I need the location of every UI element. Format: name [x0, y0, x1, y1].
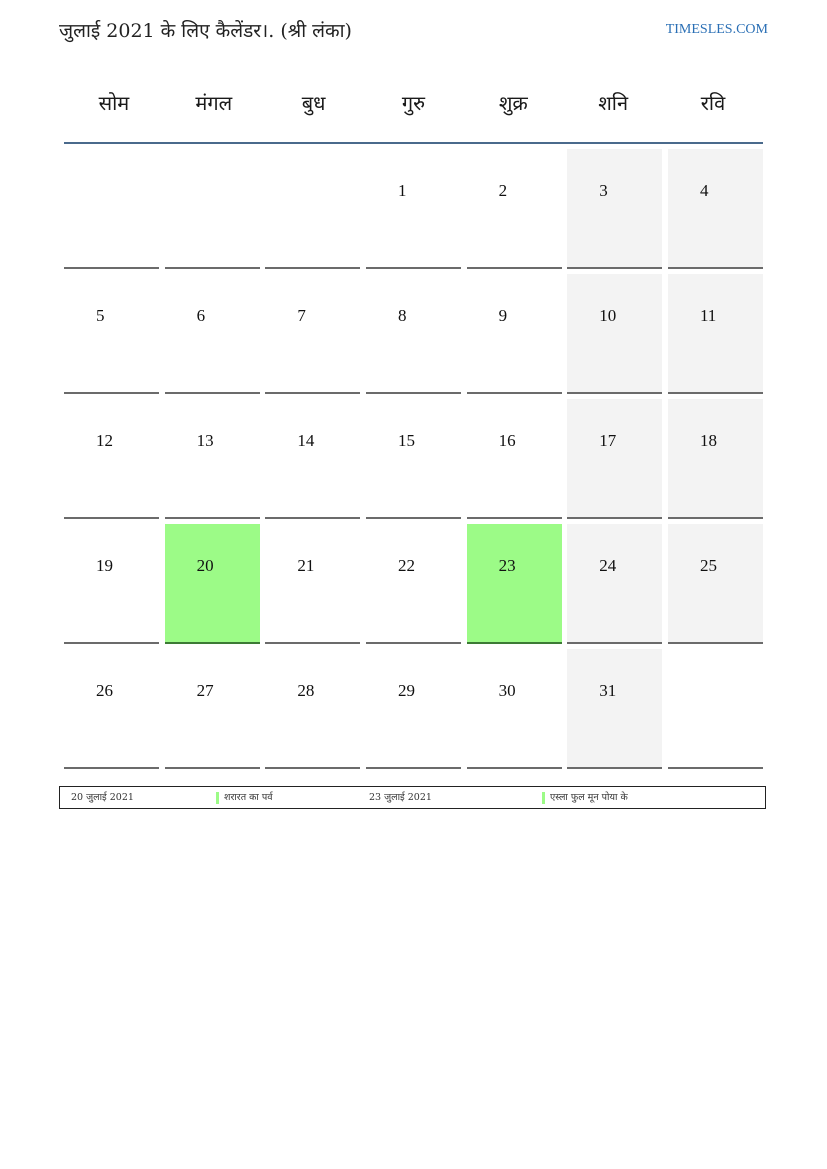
calendar-grid — [64, 64, 763, 769]
day-number: 22 — [397, 556, 415, 575]
weekday-sat: शनि — [598, 91, 629, 115]
weekday-thu: गुरु — [401, 91, 426, 115]
day-number: 12 — [96, 431, 113, 450]
day-number: 30 — [498, 681, 516, 700]
day-cell — [668, 649, 763, 769]
day-cell — [366, 274, 461, 394]
day-cell — [366, 399, 461, 519]
day-number: 3 — [599, 181, 608, 200]
day-number: 13 — [196, 431, 214, 450]
day-number: 14 — [297, 431, 315, 450]
day-cell — [567, 274, 662, 394]
day-cell — [64, 649, 159, 769]
day-cell — [668, 399, 763, 519]
day-cell — [265, 649, 360, 769]
day-cell — [467, 524, 562, 644]
weekday-header-row — [64, 64, 763, 144]
day-cell — [265, 274, 360, 394]
day-number: 23 — [498, 556, 516, 575]
day-cell — [567, 149, 662, 269]
day-number: 5 — [96, 306, 105, 325]
week-row — [64, 274, 763, 394]
weekday-mon: सोम — [98, 91, 130, 115]
week-row — [64, 649, 763, 769]
day-number: 9 — [498, 306, 508, 325]
day-cell — [265, 149, 360, 269]
day-cell — [567, 524, 662, 644]
week-row — [64, 149, 763, 269]
day-number: 18 — [699, 431, 717, 450]
week-row — [64, 399, 763, 519]
day-cell — [64, 524, 159, 644]
day-cell — [64, 274, 159, 394]
day-cell — [265, 524, 360, 644]
day-number: 4 — [699, 181, 709, 200]
day-number: 8 — [397, 306, 407, 325]
weekday-wed: बुध — [301, 91, 326, 115]
legend-date: 23 जुलाई 2021 — [369, 792, 432, 803]
day-cell — [64, 399, 159, 519]
day-cell — [165, 649, 260, 769]
day-cell — [366, 524, 461, 644]
legend-marker — [216, 792, 219, 804]
legend-date: 20 जुलाई 2021 — [71, 792, 134, 803]
day-number: 16 — [498, 431, 516, 450]
day-cell — [165, 399, 260, 519]
day-cell — [467, 149, 562, 269]
holiday-legend — [59, 786, 766, 809]
weekday-tue: मंगल — [195, 91, 233, 115]
day-cell — [165, 149, 260, 269]
day-cell — [366, 149, 461, 269]
day-number: 17 — [599, 431, 617, 450]
weekday-fri: शुक्र — [498, 91, 528, 115]
day-number: 31 — [599, 681, 617, 700]
day-number: 6 — [196, 306, 206, 325]
day-number: 25 — [699, 556, 717, 575]
day-cell — [265, 399, 360, 519]
legend-holiday-name: एस्ला फुल मून पोया के — [550, 792, 628, 803]
legend-holiday-name: शरारत का पर्व — [224, 792, 273, 803]
legend-marker — [542, 792, 545, 804]
day-cell — [366, 649, 461, 769]
day-cell — [165, 524, 260, 644]
site-link[interactable]: TIMESLES.COM — [665, 22, 768, 37]
day-number: 24 — [599, 556, 617, 575]
day-cell — [64, 149, 159, 269]
day-number: 20 — [196, 556, 214, 575]
day-number: 11 — [699, 306, 717, 325]
day-cell — [567, 649, 662, 769]
day-number: 19 — [96, 556, 113, 575]
week-row — [64, 524, 763, 644]
day-number: 7 — [297, 306, 306, 325]
day-cell — [467, 399, 562, 519]
day-number: 26 — [96, 681, 113, 700]
day-cell — [467, 274, 562, 394]
day-number: 15 — [397, 431, 415, 450]
day-number: 28 — [297, 681, 315, 700]
day-cell — [467, 649, 562, 769]
day-cell — [668, 149, 763, 269]
day-number: 27 — [196, 681, 214, 700]
day-number: 21 — [297, 556, 315, 575]
day-number: 1 — [397, 181, 407, 200]
day-number: 29 — [397, 681, 415, 700]
day-cell — [668, 524, 763, 644]
day-number: 2 — [498, 181, 508, 200]
day-cell — [567, 399, 662, 519]
day-cell — [668, 274, 763, 394]
weekday-sun: रवि — [700, 91, 726, 115]
day-number: 10 — [599, 306, 617, 325]
weeks-container — [64, 149, 763, 769]
day-cell — [165, 274, 260, 394]
page-title: जुलाई 2021 के लिए कैलेंडर।. (श्री लंका) — [59, 20, 352, 42]
